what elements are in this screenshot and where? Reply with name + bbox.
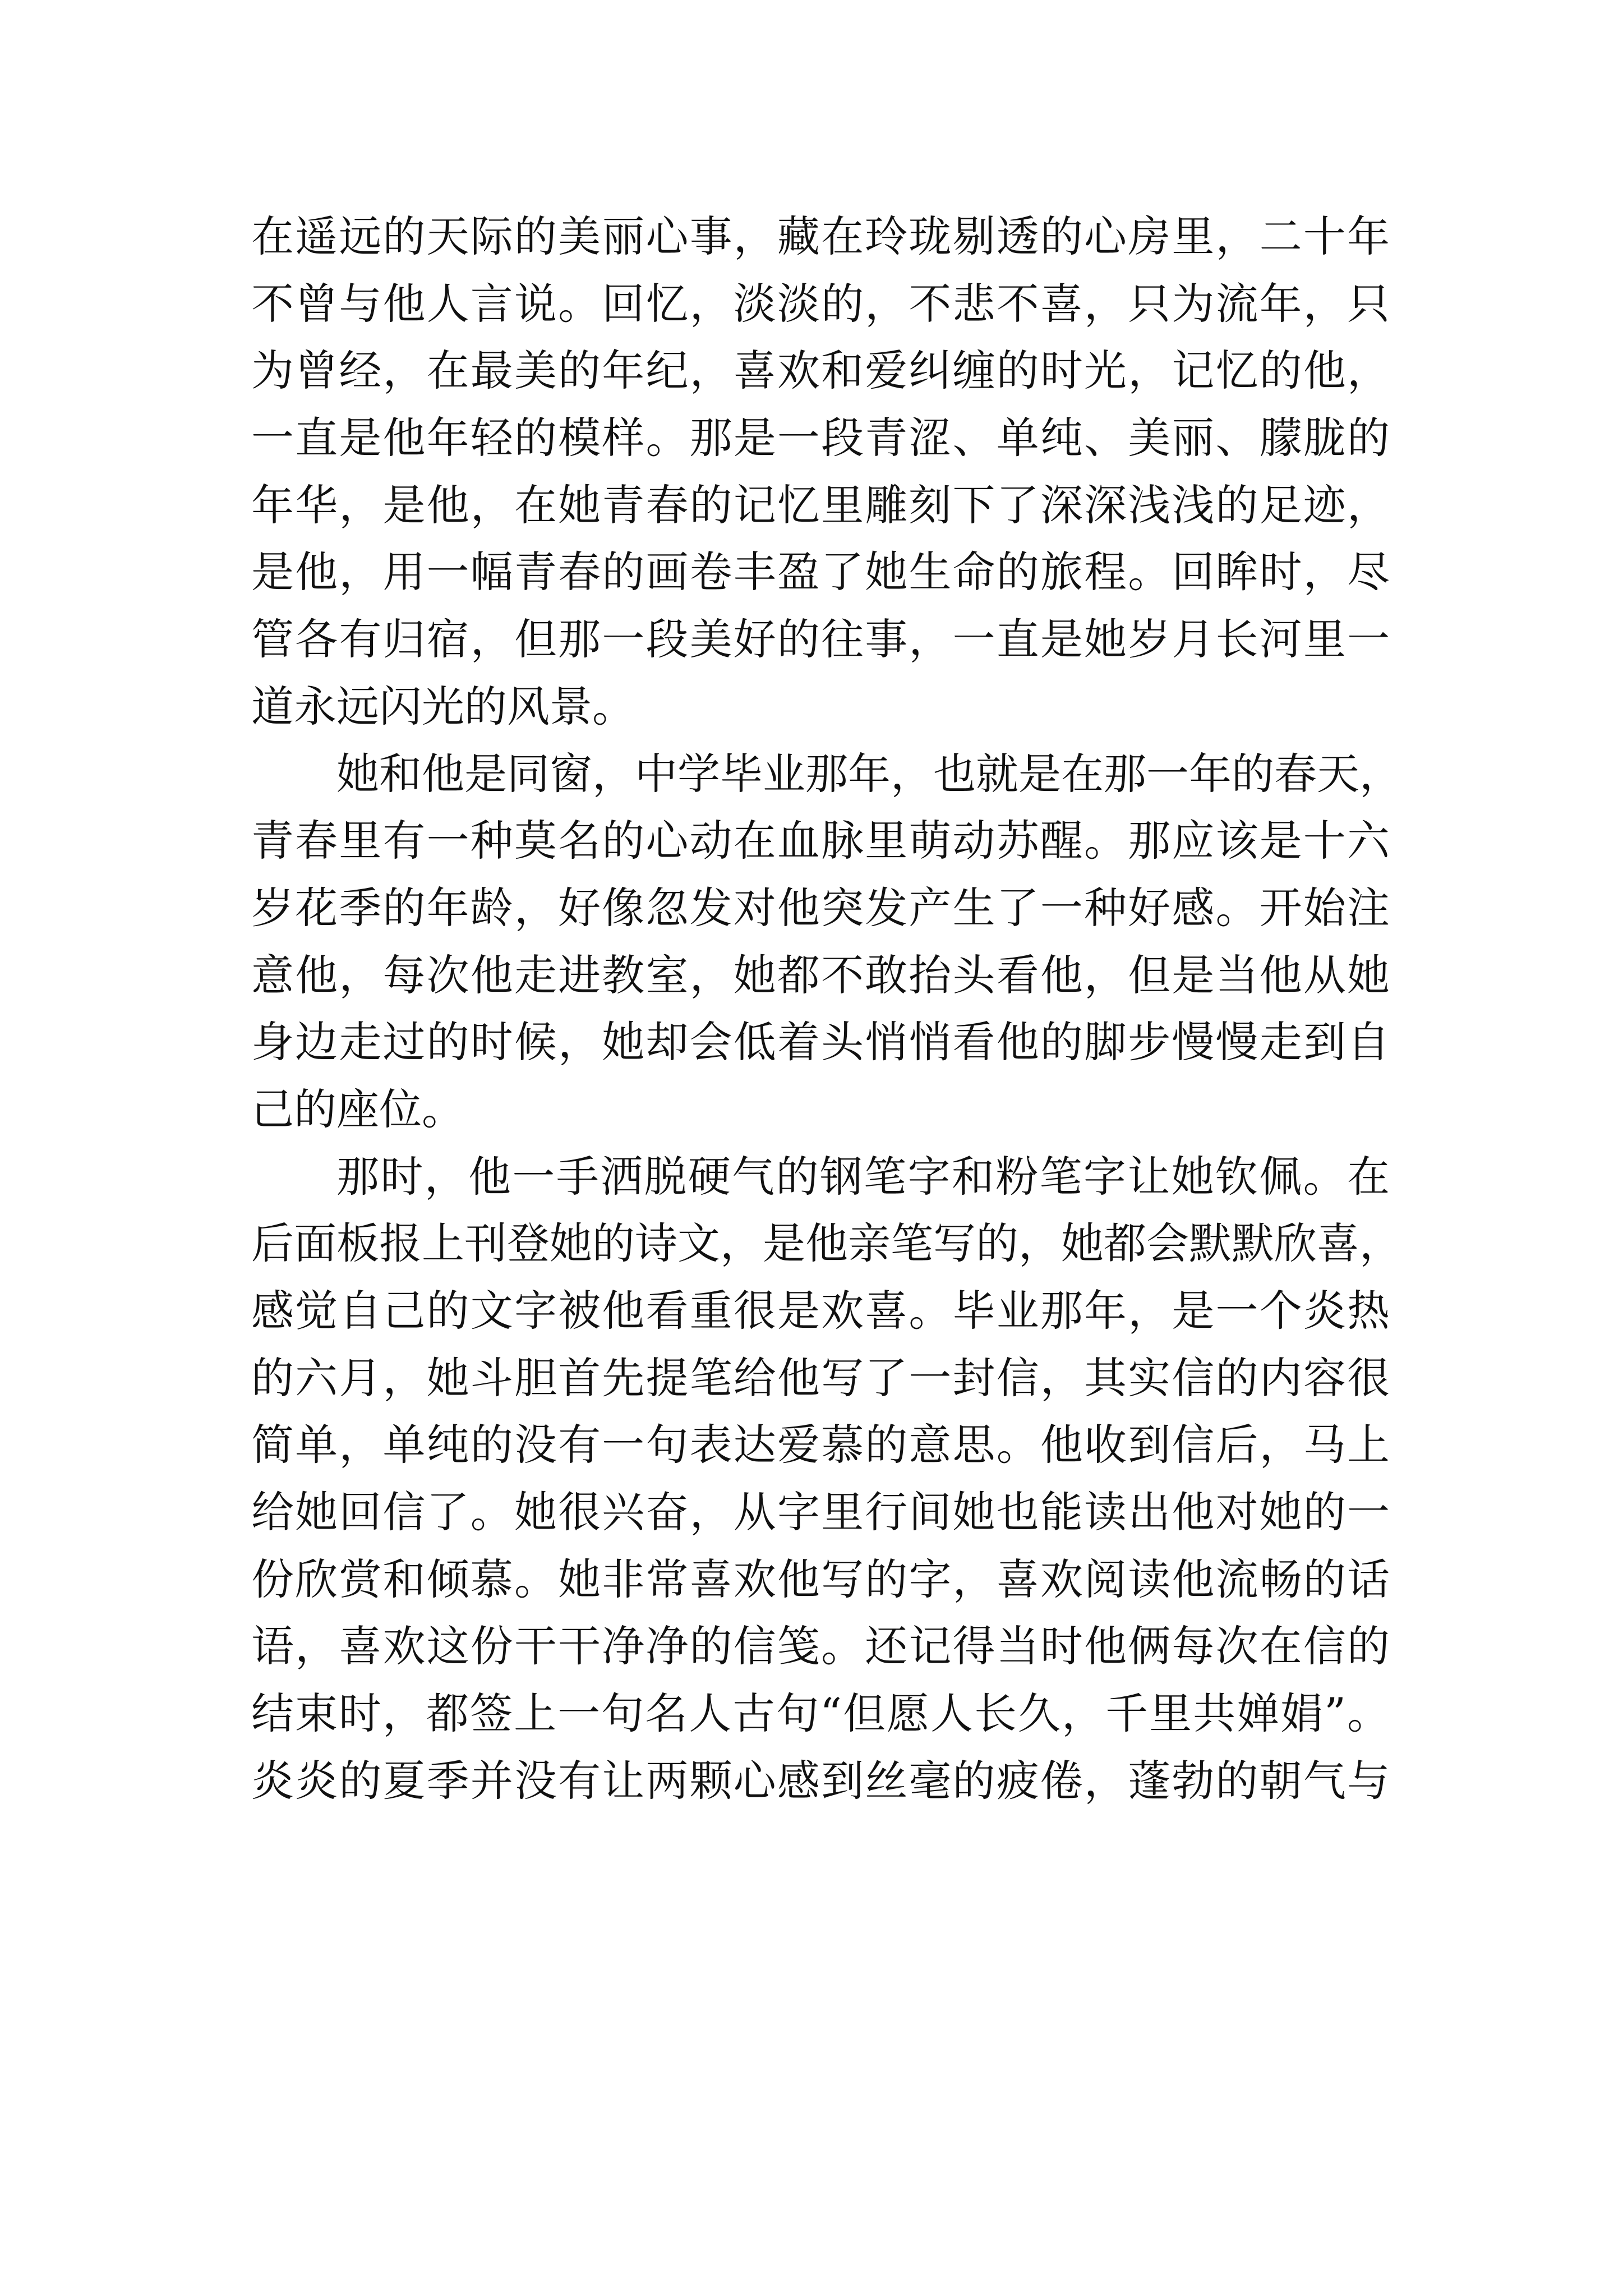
text-line: 一直是他年轻的模样。那是一段青涩、单纯、美丽、朦胧的 bbox=[251, 413, 1390, 463]
text-line: 在遥远的天际的美丽心事，藏在玲珑剔透的心房里，二十年 bbox=[251, 211, 1390, 261]
text-line: 结束时，都签上一句名人古句“但愿人长久，千里共婵娟”。 bbox=[251, 1688, 1390, 1739]
text-line: 为曾经，在最美的年纪，喜欢和爱纠缠的时光，记忆的他， bbox=[251, 346, 1390, 396]
body-text bbox=[251, 203, 1402, 1815]
text-line: 给她回信了。她很兴奋，从字里行间她也能读出他对她的一 bbox=[251, 1487, 1390, 1538]
text-line: 后面板报上刊登她的诗文，是他亲笔写的，她都会默默欣喜， bbox=[251, 1218, 1402, 1269]
text-line: 道永远闪光的风景。 bbox=[251, 681, 635, 731]
text-line: 炎炎的夏季并没有让两颗心感到丝毫的疲倦，蓬勃的朝气与 bbox=[251, 1755, 1390, 1806]
text-line: 岁花季的年龄，好像忽发对他突发产生了一种好感。开始注 bbox=[251, 882, 1390, 933]
text-line: 意他，每次他走进教室，她都不敢抬头看他，但是当他从她 bbox=[251, 950, 1390, 1000]
text-line: 感觉自己的文字被他看重很是欢喜。毕业那年，是一个炎热 bbox=[251, 1286, 1390, 1336]
paragraph-2 bbox=[251, 740, 1402, 1143]
text-line: 语，喜欢这份干干净净的信笺。还记得当时他俩每次在信的 bbox=[251, 1621, 1390, 1672]
text-line: 是他，用一幅青春的画卷丰盈了她生命的旅程。回眸时，尽 bbox=[251, 547, 1390, 597]
text-line: 年华，是他，在她青春的记忆里雕刻下了深深浅浅的足迹， bbox=[251, 480, 1390, 530]
paragraph-1 bbox=[251, 203, 1390, 740]
text-line: 份欣赏和倾慕。她非常喜欢他写的字，喜欢阅读他流畅的话 bbox=[251, 1554, 1390, 1604]
text-line: 简单，单纯的没有一句表达爱慕的意思。他收到信后，马上 bbox=[251, 1420, 1390, 1470]
paragraph-3 bbox=[251, 1143, 1402, 1815]
text-line: 的六月，她斗胆首先提笔给他写了一封信，其实信的内容很 bbox=[251, 1352, 1390, 1403]
text-line: 管各有归宿，但那一段美好的往事，一直是她岁月长河里一 bbox=[251, 614, 1390, 665]
text-line: 她和他是同窗，中学毕业那年，也就是在那一年的春天， bbox=[336, 748, 1402, 799]
text-line: 不曾与他人言说。回忆，淡淡的，不悲不喜，只为流年，只 bbox=[251, 278, 1390, 329]
text-line: 身边走过的时候，她却会低着头悄悄看他的脚步慢慢走到自 bbox=[251, 1017, 1390, 1068]
text-line: 那时，他一手洒脱硬气的钢笔字和粉笔字让她钦佩。在 bbox=[336, 1151, 1390, 1202]
text-line: 己的座位。 bbox=[251, 1084, 464, 1134]
text-line: 青春里有一种莫名的心动在血脉里萌动苏醒。那应该是十六 bbox=[251, 816, 1390, 866]
